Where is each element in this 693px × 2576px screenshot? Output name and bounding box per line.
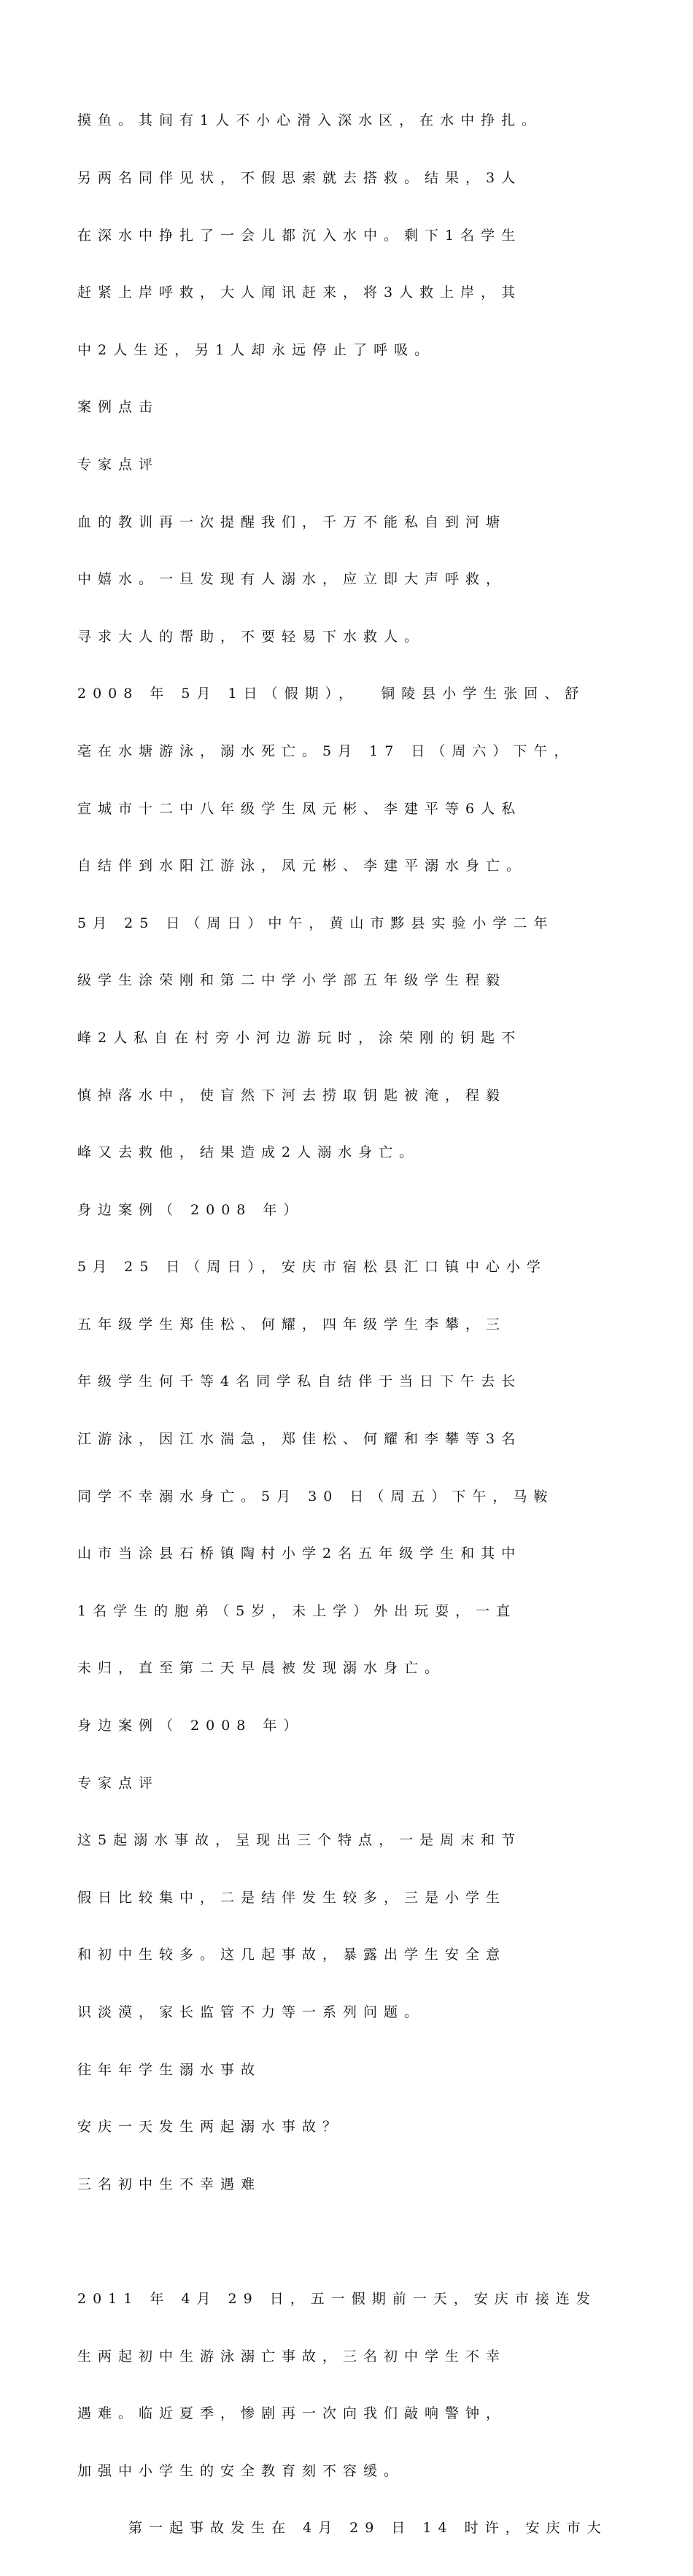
- text-line: 中嬉水。一旦发现有人溺水，应立即大声呼救，: [77, 571, 507, 588]
- text-line: 假日比较集中，二是结伴发生较多，三是小学生: [77, 1889, 507, 1906]
- text-line: 遇难。临近夏季，惨剧再一次向我们敲响警钟，: [77, 2405, 507, 2422]
- text-line: 加强中小学生的安全教育刻不容缓。: [77, 2462, 405, 2479]
- text-line: 山市当涂县石桥镇陶村小学2名五年级学生和其中: [77, 1545, 522, 1562]
- text-line: 2008 年 5月 1日（假期）， 铜陵县小学生张回、舒: [77, 686, 586, 702]
- text-line: 1名学生的胞弟（5岁，未上学）外出玩耍，一直: [77, 1602, 517, 1619]
- text-line: 2011 年 4月 29 日，五一假期前一天，安庆市接连发: [77, 2290, 597, 2307]
- text-line: 第一起事故发生在 4月 29 日 14 时许，安庆市大: [128, 2520, 608, 2537]
- text-line: 在深水中挣扎了一会儿都沉入水中。剩下1名学生: [77, 227, 522, 244]
- text-line: 峰2人私自在村旁小河边游玩时，涂荣刚的钥匙不: [77, 1029, 522, 1046]
- text-line: 自结伴到水阳江游泳，凤元彬、李建平溺水身亡。: [77, 858, 527, 874]
- body-text: [77, 73, 632, 2576]
- section-heading: 专家点评: [77, 1774, 160, 1791]
- section-heading: 三名初中生不幸遇难: [77, 2176, 262, 2192]
- text-line: 血的教训再一次提醒我们，千万不能私自到河塘: [77, 513, 507, 530]
- section-heading: 身边案例（ 2008 年）: [77, 1201, 304, 1218]
- section-heading: 往年年学生溺水事故: [77, 2061, 262, 2078]
- text-line: 识淡漠，家长监管不力等一系列问题。: [77, 2004, 425, 2020]
- section-heading: 案例点击: [77, 399, 160, 416]
- section-heading: 身边案例（ 2008 年）: [77, 1718, 304, 1734]
- blank-line: [77, 2232, 632, 2251]
- text-line: 同学不幸溺水身亡。5月 30 日（周五）下午，马鞍: [77, 1488, 554, 1505]
- text-line: 这5起溺水事故，呈现出三个特点，一是周末和节: [77, 1832, 522, 1849]
- text-line: 另两名同伴见状，不假思索就去搭救。结果，3人: [77, 170, 522, 186]
- text-line: 5月 25 日（周日）中午，黄山市黟县实验小学二年: [77, 915, 554, 931]
- text-line: 慎掉落水中，使盲然下河去捞取钥匙被淹，程毅: [77, 1087, 507, 1103]
- text-line: 级学生涂荣刚和第二中学小学部五年级学生程毅: [77, 972, 507, 989]
- text-line: 未归，直至第二天早晨被发现溺水身亡。: [77, 1660, 446, 1677]
- text-line: 江游泳，因江水湍急，郑佳松、何耀和李攀等3名: [77, 1431, 522, 1448]
- text-line: 亳在水塘游泳，溺水死亡。5月 17 日（周六）下午，: [77, 742, 575, 759]
- text-line: 赶紧上岸呼救，大人闻讯赶来，将3人救上岸，其: [77, 284, 522, 301]
- text-line: 寻求大人的帮助，不要轻易下水救人。: [77, 628, 425, 645]
- text-line: 5月 25 日（周日），安庆市宿松县汇口镇中心小学: [77, 1259, 547, 1276]
- text-line: 宣城市十二中八年级学生凤元彬、李建平等6人私: [77, 800, 522, 817]
- section-heading: 安庆一天发生两起溺水事故？: [77, 2119, 344, 2135]
- text-line: 生两起初中生游泳溺亡事故，三名初中学生不幸: [77, 2348, 507, 2364]
- text-line: 和初中生较多。这几起事故，暴露出学生安全意: [77, 1947, 507, 1963]
- text-line: 中2人生还，另1人却永远停止了呼吸。: [77, 341, 435, 358]
- text-line: 峰又去救他，结果造成2人溺水身亡。: [77, 1144, 420, 1161]
- text-line: 摸鱼。其间有1人不小心滑入深水区，在水中挣扎。: [77, 112, 543, 129]
- text-line: 年级学生何千等4名同学私自结伴于当日下午去长: [77, 1373, 522, 1390]
- text-line: 五年级学生郑佳松、何耀，四年级学生李攀，三: [77, 1316, 507, 1332]
- section-heading: 专家点评: [77, 456, 160, 473]
